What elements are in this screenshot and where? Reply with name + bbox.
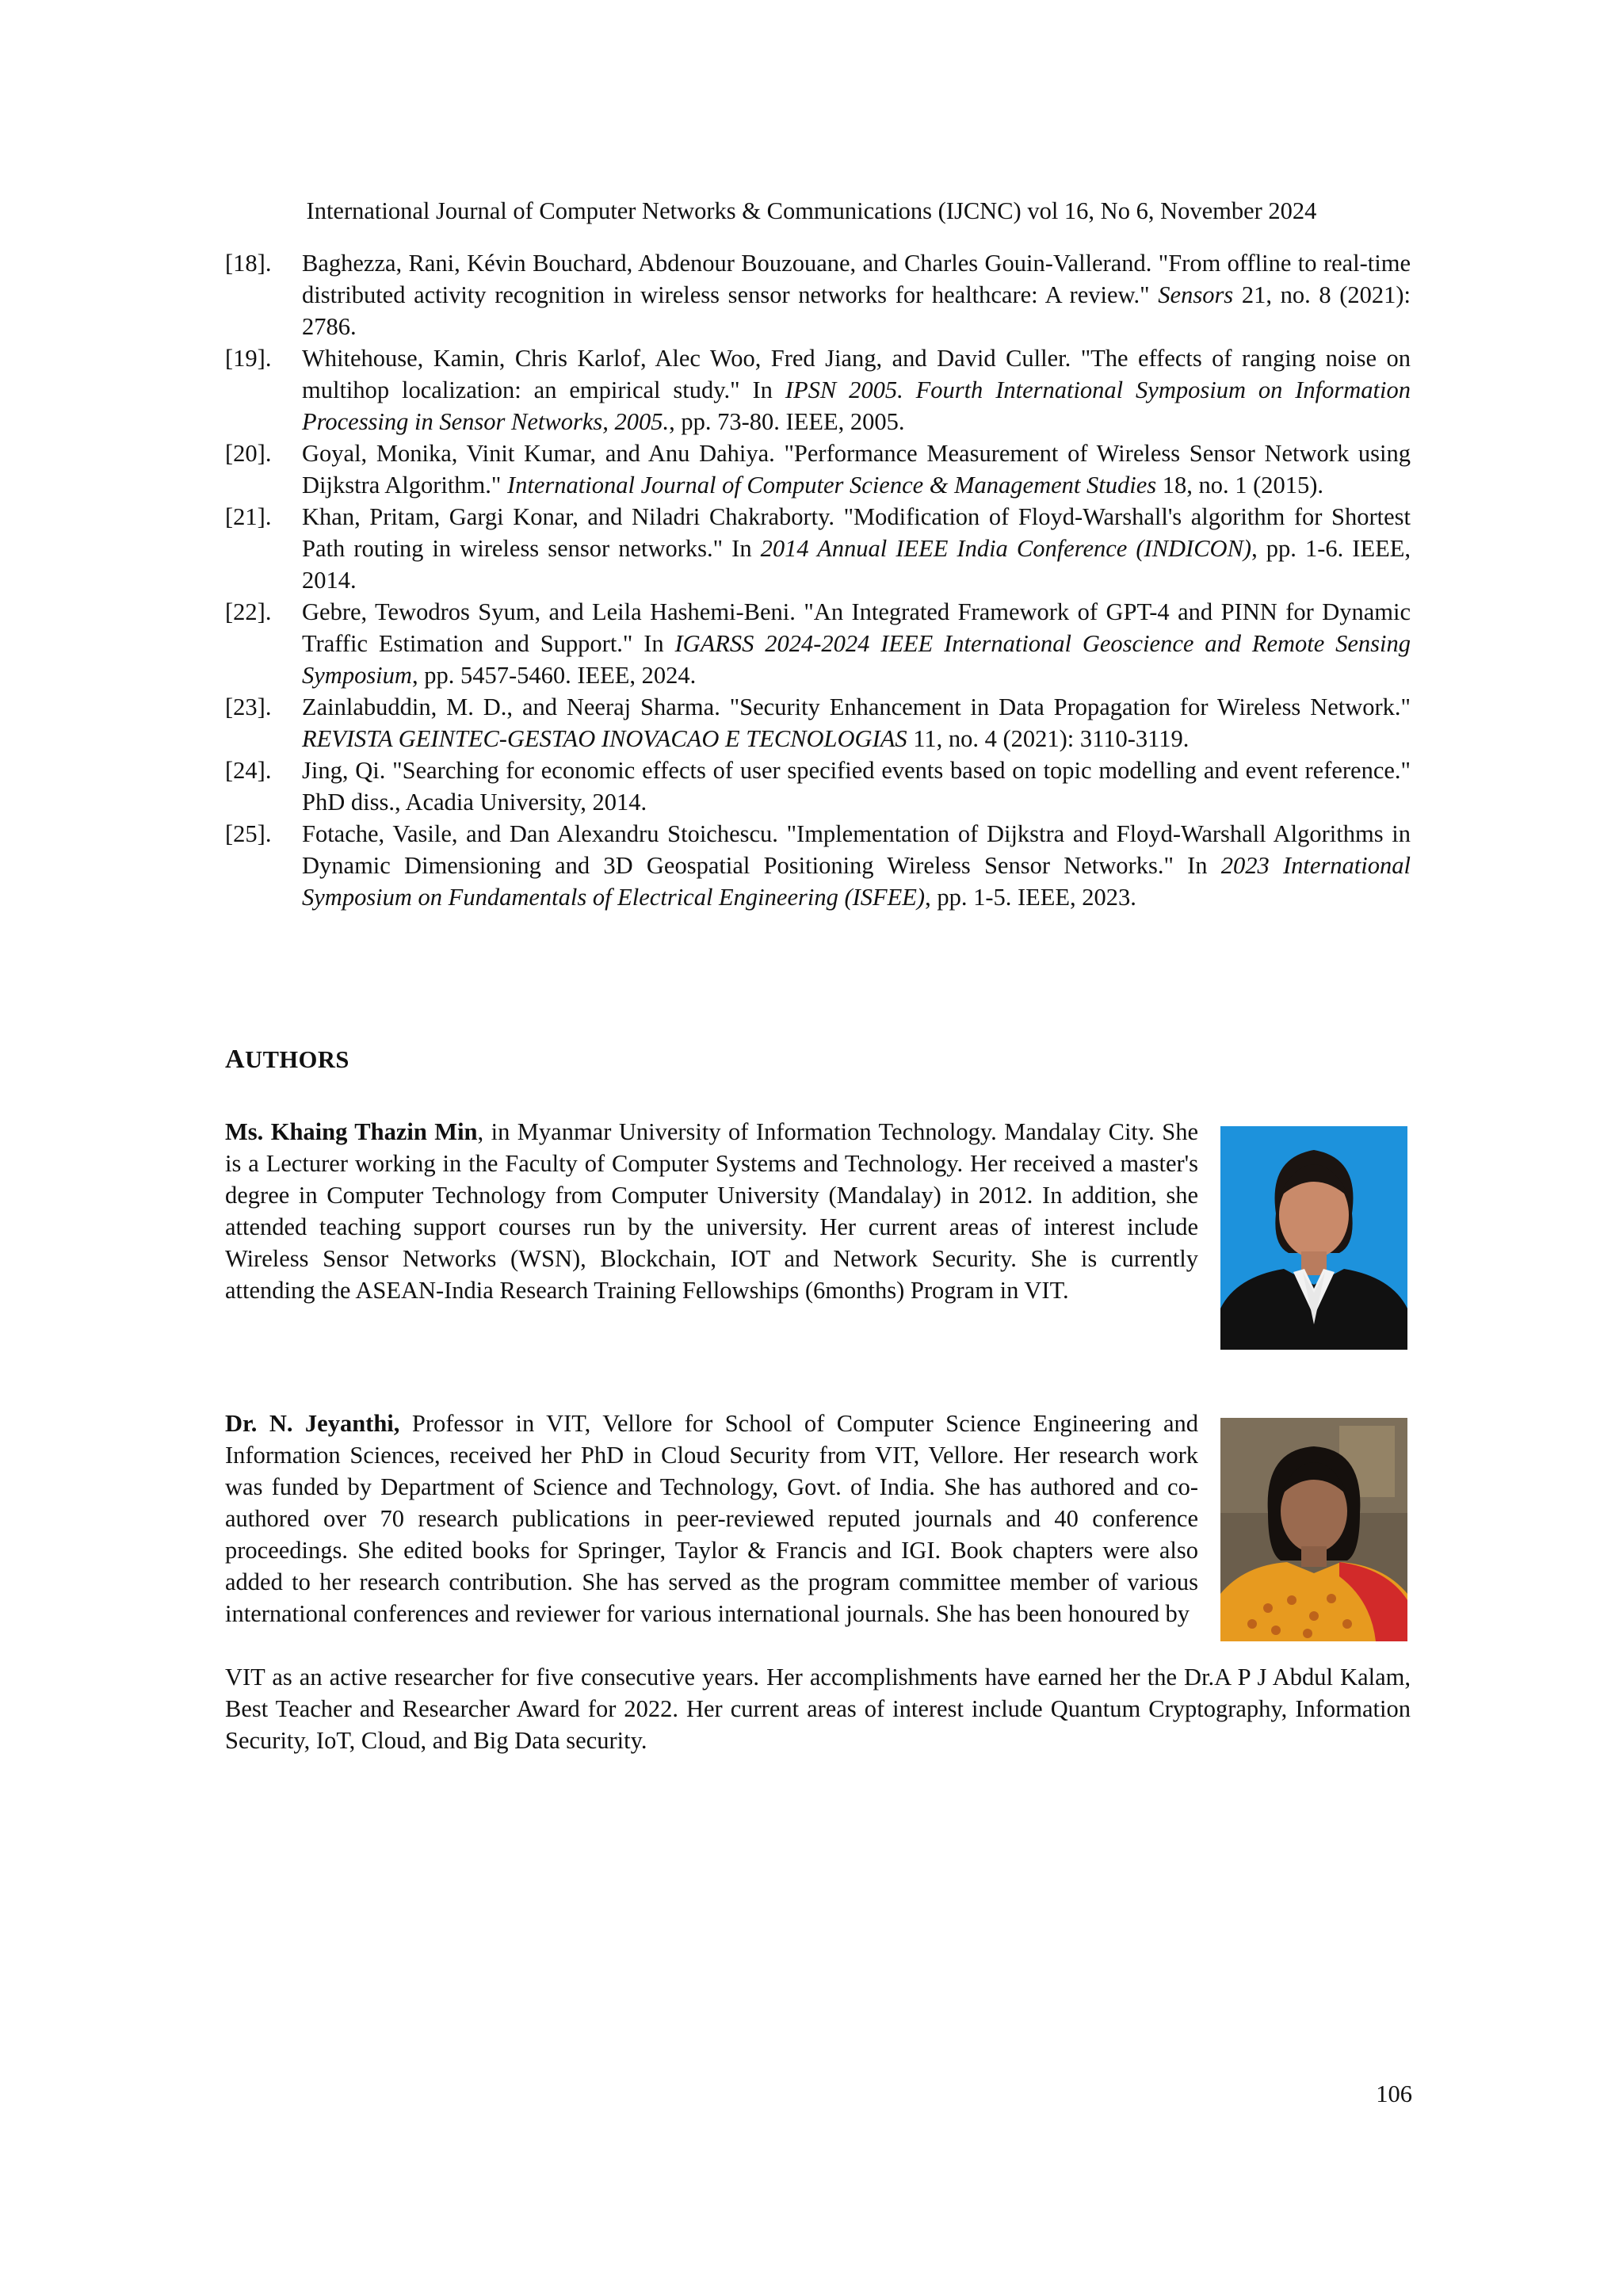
reference-number: [19]. <box>225 345 272 372</box>
reference-text <box>302 342 1411 437</box>
reference-authors-title: Fotache, Vasile, and Dan Alexandru Stoichescu. "Implementation of Dijkstra and Floyd-Warshall Algorithms in Dynamic Dimensioning and 3D Geospatial Positioning Wireless Sensor Networks." In <box>302 820 1411 879</box>
reference-number: [18]. <box>225 250 272 277</box>
authors-heading-initial: A <box>225 1045 246 1074</box>
author2-bio-continued: VIT as an active researcher for five consecutive years. Her accomplishments have earned her the Dr.A P J Abdul Kalam, Best Teacher and Researcher Award for 2022. Her current areas of interest include Quantum Cryptography, Information Security, IoT, Cloud, and Big Data security. <box>225 1664 1411 1754</box>
reference-item <box>225 247 1411 342</box>
reference-item <box>225 437 1411 501</box>
reference-authors-title: Jing, Qi. "Searching for economic effects of user specified events based on topic modelling and event reference." PhD diss., Acadia University, 2014. <box>302 757 1411 816</box>
reference-venue: IPSN 2005. Fourth International Symposium on Information Processing in Sensor Networks, 2005. <box>302 376 1411 435</box>
journal-header: International Journal of Computer Networks & Communications (IJCNC) vol 16, No 6, November 2024 <box>306 197 1317 224</box>
reference-item <box>225 596 1411 691</box>
author1-name: Ms. Khaing Thazin Min <box>225 1118 478 1145</box>
reference-authors-title: Gebre, Tewodros Syum, and Leila Hashemi-Beni. "An Integrated Framework of GPT-4 and PINN for Dynamic Traffic Estimation and Support." In <box>302 598 1411 657</box>
reference-authors-title: Zainlabuddin, M. D., and Neeraj Sharma. "Security Enhancement in Data Propagation for Wireless Network." <box>302 693 1411 720</box>
reference-number: [21]. <box>225 503 272 530</box>
reference-item <box>225 342 1411 437</box>
reference-text <box>302 501 1411 596</box>
authors-heading-rest: UTHORS <box>245 1046 349 1073</box>
reference-number: [20]. <box>225 440 272 467</box>
reference-venue: IGARSS 2024-2024 IEEE International Geoscience and Remote Sensing Symposium <box>302 630 1411 689</box>
reference-text <box>302 437 1411 501</box>
reference-authors-title: Goyal, Monika, Vinit Kumar, and Anu Dahiya. "Performance Measurement of Wireless Sensor Network using Dijkstra Algorithm." <box>302 440 1411 499</box>
author1-portrait <box>1220 1126 1407 1350</box>
reference-venue: 2023 International Symposium on Fundamentals of Electrical Engineering (ISFEE) <box>302 852 1411 911</box>
reference-text <box>302 596 1411 691</box>
references-list <box>225 247 1411 913</box>
reference-text <box>302 755 1411 818</box>
reference-number: [22]. <box>225 598 272 625</box>
reference-item <box>225 691 1411 755</box>
reference-item <box>225 755 1411 818</box>
reference-venue: International Journal of Computer Science & Management Studies <box>506 472 1157 499</box>
reference-details: 21, no. 8 (2021): 2786. <box>302 281 1411 340</box>
reference-text <box>302 818 1411 913</box>
reference-details: , pp. 73-80. IEEE, 2005. <box>669 408 905 435</box>
reference-item <box>225 501 1411 596</box>
reference-authors-title: Whitehouse, Kamin, Chris Karlof, Alec Woo, Fred Jiang, and David Culler. "The effects of ranging noise on multihop localization: an empirical study." In <box>302 345 1411 403</box>
reference-venue: Sensors <box>1158 281 1234 308</box>
reference-details: , pp. 1-5. IEEE, 2023. <box>925 884 1136 911</box>
reference-text <box>302 691 1411 755</box>
reference-text <box>302 247 1411 342</box>
reference-details: , pp. 1-6. IEEE, 2014. <box>302 535 1411 594</box>
reference-details: 11, no. 4 (2021): 3110-3119. <box>907 725 1190 752</box>
reference-details: 18, no. 1 (2015). <box>1156 472 1324 499</box>
author1-photo <box>1220 1126 1407 1350</box>
author1-bio <box>225 1116 1198 1306</box>
author2-name: Dr. N. Jeyanthi, <box>225 1410 400 1437</box>
author2-bio-full <box>225 1661 1411 1756</box>
author2-photo <box>1220 1418 1407 1641</box>
authors-heading <box>225 1045 349 1075</box>
reference-authors-title: Baghezza, Rani, Kévin Bouchard, Abdenour Bouzouane, and Charles Gouin-Vallerand. "From offline to real-time distributed activity recognition in wireless sensor networks for healthcare: A review." <box>302 250 1411 308</box>
author2-bio-wrap <box>225 1408 1198 1629</box>
author2-portrait <box>1220 1418 1407 1641</box>
author2-bio-text: Professor in VIT, Vellore for School of Computer Science Engineering and Information Sciences, received her PhD in Cloud Security from VIT, Vellore. Her research work was funded by Department of Science and Technology, Govt. of India. She has authored and co-authored over 70 research publications in peer-reviewed reputed journals and 40 conference proceedings. She edited books for Springer, Taylor & Francis and IGI. Book chapters were also added to her research contribution. She has served as the program committee member of various international conferences and reviewer for various international journals. She has been honoured by <box>225 1410 1198 1627</box>
reference-number: [23]. <box>225 693 272 720</box>
reference-venue: 2014 Annual IEEE India Conference (INDICON) <box>760 535 1252 562</box>
author1-bio-text: , in Myanmar University of Information Technology. Mandalay City. She is a Lecturer working in the Faculty of Computer Systems and Technology. Her received a master's degree in Computer Technology from Computer University (Mandalay) in 2012. In addition, she attended teaching support courses run by the university. Her current areas of interest include Wireless Sensor Networks (WSN), Blockchain, IOT and Network Security. She is currently attending the ASEAN-India Research Training Fellowships (6months) Program in VIT. <box>225 1118 1199 1304</box>
reference-number: [25]. <box>225 820 272 847</box>
reference-details: , pp. 5457-5460. IEEE, 2024. <box>411 662 697 689</box>
reference-venue: REVISTA GEINTEC-GESTAO INOVACAO E TECNOLOGIAS <box>302 725 907 752</box>
reference-authors-title: Khan, Pritam, Gargi Konar, and Niladri Chakraborty. "Modification of Floyd-Warshall's algorithm for Shortest Path routing in wireless sensor networks." In <box>302 503 1411 562</box>
reference-number: [24]. <box>225 757 272 784</box>
page-number: 106 <box>1376 2080 1412 2107</box>
reference-item <box>225 818 1411 913</box>
